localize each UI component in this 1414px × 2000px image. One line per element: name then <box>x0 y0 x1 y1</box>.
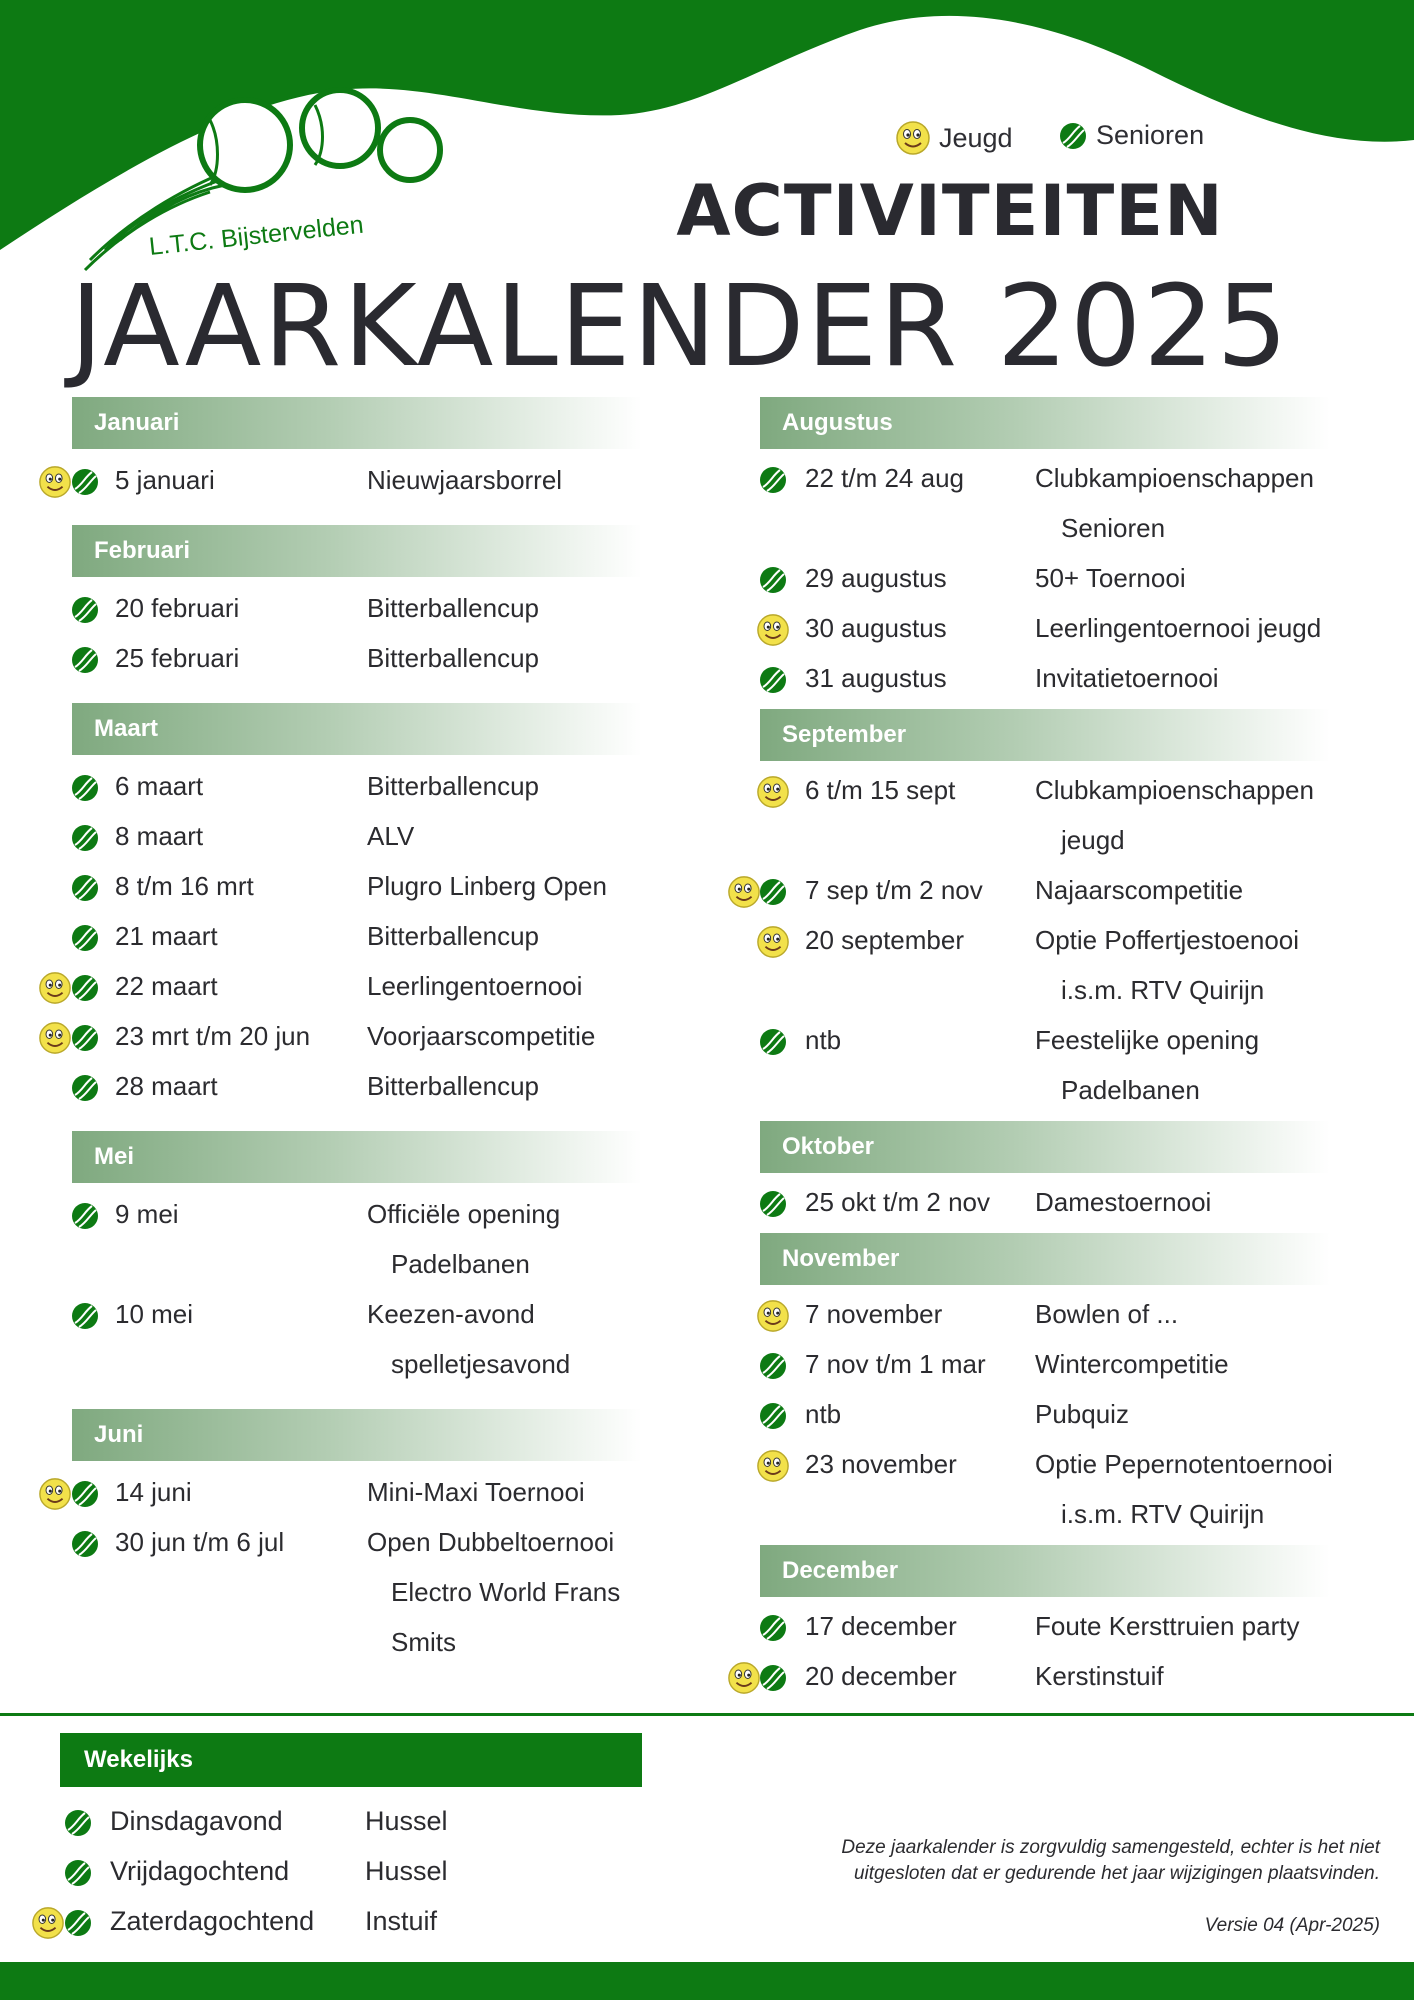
event-date: 7 sep t/m 2 nov <box>805 875 983 905</box>
event-activity: Mini-Maxi Toernooi <box>367 1477 585 1507</box>
month-header: Februari <box>72 525 642 577</box>
event-activity-continued: jeugd <box>1061 825 1125 855</box>
tennis-ball-icon <box>63 1858 93 1888</box>
event-activity: Plugro Linberg Open <box>367 871 607 901</box>
month-header: September <box>760 709 1330 761</box>
event-activity: Nieuwjaarsborrel <box>367 465 563 495</box>
event-date: 31 augustus <box>805 663 947 693</box>
event-activity-continued: Smits <box>391 1627 456 1657</box>
event-date: 20 februari <box>115 593 240 623</box>
event-activity: Bitterballencup <box>367 643 539 673</box>
event-activity: Optie Pepernotentoernooi <box>1035 1449 1333 1479</box>
event-date: 17 december <box>805 1611 957 1641</box>
event-activity: Bowlen of ... <box>1035 1299 1179 1329</box>
event-row <box>0 659 1414 699</box>
smiley-icon <box>38 971 72 1005</box>
event-activity: Bitterballencup <box>367 921 539 951</box>
tennis-ball-icon <box>758 877 788 907</box>
event-date: 14 juni <box>115 1477 192 1507</box>
event-date: 8 t/m 16 mrt <box>115 871 254 901</box>
event-date: 7 nov t/m 1 mar <box>805 1349 986 1379</box>
event-date: ntb <box>805 1399 842 1429</box>
smiley-icon <box>895 120 931 156</box>
event-date: 10 mei <box>115 1299 194 1329</box>
event-activity: Optie Poffertjestoenooi <box>1035 925 1300 955</box>
event-activity-continued: Padelbanen <box>391 1249 530 1279</box>
event-date: 30 augustus <box>805 613 947 643</box>
page-title: JAARKALENDER 2025 <box>70 262 1290 392</box>
event-date: 5 januari <box>115 465 215 495</box>
smiley-icon <box>756 1449 790 1483</box>
event-date: 6 t/m 15 sept <box>805 775 956 805</box>
club-logo <box>70 80 460 285</box>
weekly-activity: Instuif <box>365 1906 438 1936</box>
tennis-ball-icon <box>758 465 788 495</box>
event-date: 7 november <box>805 1299 943 1329</box>
page-subtitle: ACTIVITEITEN <box>676 170 1224 252</box>
month-header: Januari <box>72 397 642 449</box>
weekly-row <box>0 1802 700 1842</box>
event-date: 22 maart <box>115 971 218 1001</box>
event-activity: Keezen-avond <box>367 1299 535 1329</box>
event-row <box>0 1657 1414 1697</box>
smiley-icon <box>727 1661 761 1695</box>
weekly-day: Vrijdagochtend <box>110 1856 290 1886</box>
event-date: 25 februari <box>115 643 240 673</box>
smiley-icon <box>727 875 761 909</box>
event-activity: Foute Kersttruien party <box>1035 1611 1300 1641</box>
month-header: Mei <box>72 1131 642 1183</box>
legend-senior <box>1058 120 1204 151</box>
tennis-ball-icon <box>758 565 788 595</box>
event-row <box>0 1345 1414 1385</box>
tennis-ball-icon <box>758 1027 788 1057</box>
weekly-day: Zaterdagochtend <box>110 1906 315 1936</box>
weekly-row <box>0 1852 700 1892</box>
event-row <box>0 871 1414 911</box>
event-row <box>0 1395 1414 1435</box>
event-date: 20 september <box>805 925 964 955</box>
event-activity: Damestoernooi <box>1035 1187 1212 1217</box>
tennis-ball-icon <box>70 973 100 1003</box>
event-activity-continued: Senioren <box>1061 513 1166 543</box>
tennis-ball-icon <box>758 1613 788 1643</box>
legend-youth-label: Jeugd <box>939 122 1013 153</box>
event-activity: Voorjaarscompetitie <box>367 1021 596 1051</box>
event-activity: Leerlingentoernooi jeugd <box>1035 613 1322 643</box>
month-header: Augustus <box>760 397 1330 449</box>
month-header: Juni <box>72 1409 642 1461</box>
event-activity-continued: Padelbanen <box>1061 1075 1200 1105</box>
event-date: 23 mrt t/m 20 jun <box>115 1021 311 1051</box>
event-date: 22 t/m 24 aug <box>805 463 964 493</box>
event-row <box>0 1295 1414 1335</box>
tennis-ball-icon <box>758 1189 788 1219</box>
event-activity: Clubkampioenschappen <box>1035 463 1314 493</box>
month-header: Oktober <box>760 1121 1330 1173</box>
smiley-icon <box>756 1299 790 1333</box>
event-row <box>0 1067 1414 1107</box>
event-activity: Bitterballencup <box>367 593 539 623</box>
event-activity: Pubquiz <box>1035 1399 1129 1429</box>
event-date: 23 november <box>805 1449 957 1479</box>
event-activity: ALV <box>367 821 415 851</box>
event-row <box>0 609 1414 649</box>
event-date: 29 augustus <box>805 563 947 593</box>
weekly-activity: Hussel <box>365 1856 448 1886</box>
event-row <box>0 1607 1414 1647</box>
logo-text: L.T.C. Bijstervelden <box>147 210 365 261</box>
event-date: ntb <box>805 1025 842 1055</box>
event-activity-continued: spelletjesavond <box>391 1349 571 1379</box>
month-header: December <box>760 1545 1330 1597</box>
weekly-header: Wekelijks <box>60 1733 642 1787</box>
event-activity: Open Dubbeltoernooi <box>367 1527 615 1557</box>
event-date: 20 december <box>805 1661 957 1691</box>
weekly-row <box>0 1902 700 1942</box>
tennis-ball-icon <box>758 1663 788 1693</box>
event-date: 21 maart <box>115 921 218 951</box>
event-date: 28 maart <box>115 1071 218 1101</box>
weekly-activity: Hussel <box>365 1806 448 1836</box>
smiley-icon <box>756 613 790 647</box>
event-activity-continued: i.s.m. RTV Quirijn <box>1061 1499 1265 1529</box>
smiley-icon <box>756 925 790 959</box>
tennis-ball-icon <box>70 1529 100 1559</box>
event-date: 30 jun t/m 6 jul <box>115 1527 285 1557</box>
event-activity-continued: Electro World Frans <box>391 1577 621 1607</box>
smiley-icon <box>756 775 790 809</box>
legend-senior-label: Senioren <box>1096 120 1205 150</box>
event-row <box>0 459 1414 543</box>
tennis-ball-icon <box>70 1073 100 1103</box>
tennis-ball-icon <box>758 1401 788 1431</box>
event-activity: Invitatietoernooi <box>1035 663 1219 693</box>
event-row <box>0 817 1414 857</box>
event-activity: 50+ Toernooi <box>1035 563 1186 593</box>
event-date: 9 mei <box>115 1199 179 1229</box>
weekly-day: Dinsdagavond <box>110 1806 283 1836</box>
disclaimer-line-2: uitgesloten dat er gedurende het jaar wijzigingen plaatsvinden. <box>853 1863 1380 1884</box>
tennis-ball-icon <box>70 823 100 853</box>
event-activity-continued: i.s.m. RTV Quirijn <box>1061 975 1265 1005</box>
disclaimer-line-1: Deze jaarkalender is zorgvuldig samengesteld, echter is het niet <box>841 1837 1380 1858</box>
event-activity: Leerlingentoernooi <box>367 971 583 1001</box>
version-label: Versie 04 (Apr-2025) <box>1204 1915 1380 1936</box>
event-activity: Najaarscompetitie <box>1035 875 1244 905</box>
divider <box>0 1713 1414 1716</box>
legend-youth <box>895 120 1013 156</box>
footer-bar <box>0 1962 1414 2000</box>
event-row <box>0 1183 1414 1223</box>
event-date: 6 maart <box>115 771 204 801</box>
tennis-ball-icon <box>758 665 788 695</box>
event-date: 8 maart <box>115 821 204 851</box>
event-row <box>0 559 1414 599</box>
month-header: Maart <box>72 703 642 755</box>
tennis-ball-icon <box>758 1351 788 1381</box>
event-activity: Wintercompetitie <box>1035 1349 1229 1379</box>
event-activity: Bitterballencup <box>367 1071 539 1101</box>
event-date: 25 okt t/m 2 nov <box>805 1187 990 1217</box>
event-activity: Bitterballencup <box>367 771 539 801</box>
smiley-icon <box>31 1906 65 1940</box>
tennis-ball-icon <box>63 1908 93 1938</box>
month-header: November <box>760 1233 1330 1285</box>
tennis-ball-icon <box>63 1808 93 1838</box>
event-activity: Clubkampioenschappen <box>1035 775 1314 805</box>
disclaimer <box>720 1835 1380 1887</box>
event-activity: Officiële opening <box>367 1199 561 1229</box>
tennis-ball-icon <box>1058 121 1088 151</box>
event-activity: Kerstinstuif <box>1035 1661 1164 1691</box>
event-activity: Feestelijke opening <box>1035 1025 1260 1055</box>
